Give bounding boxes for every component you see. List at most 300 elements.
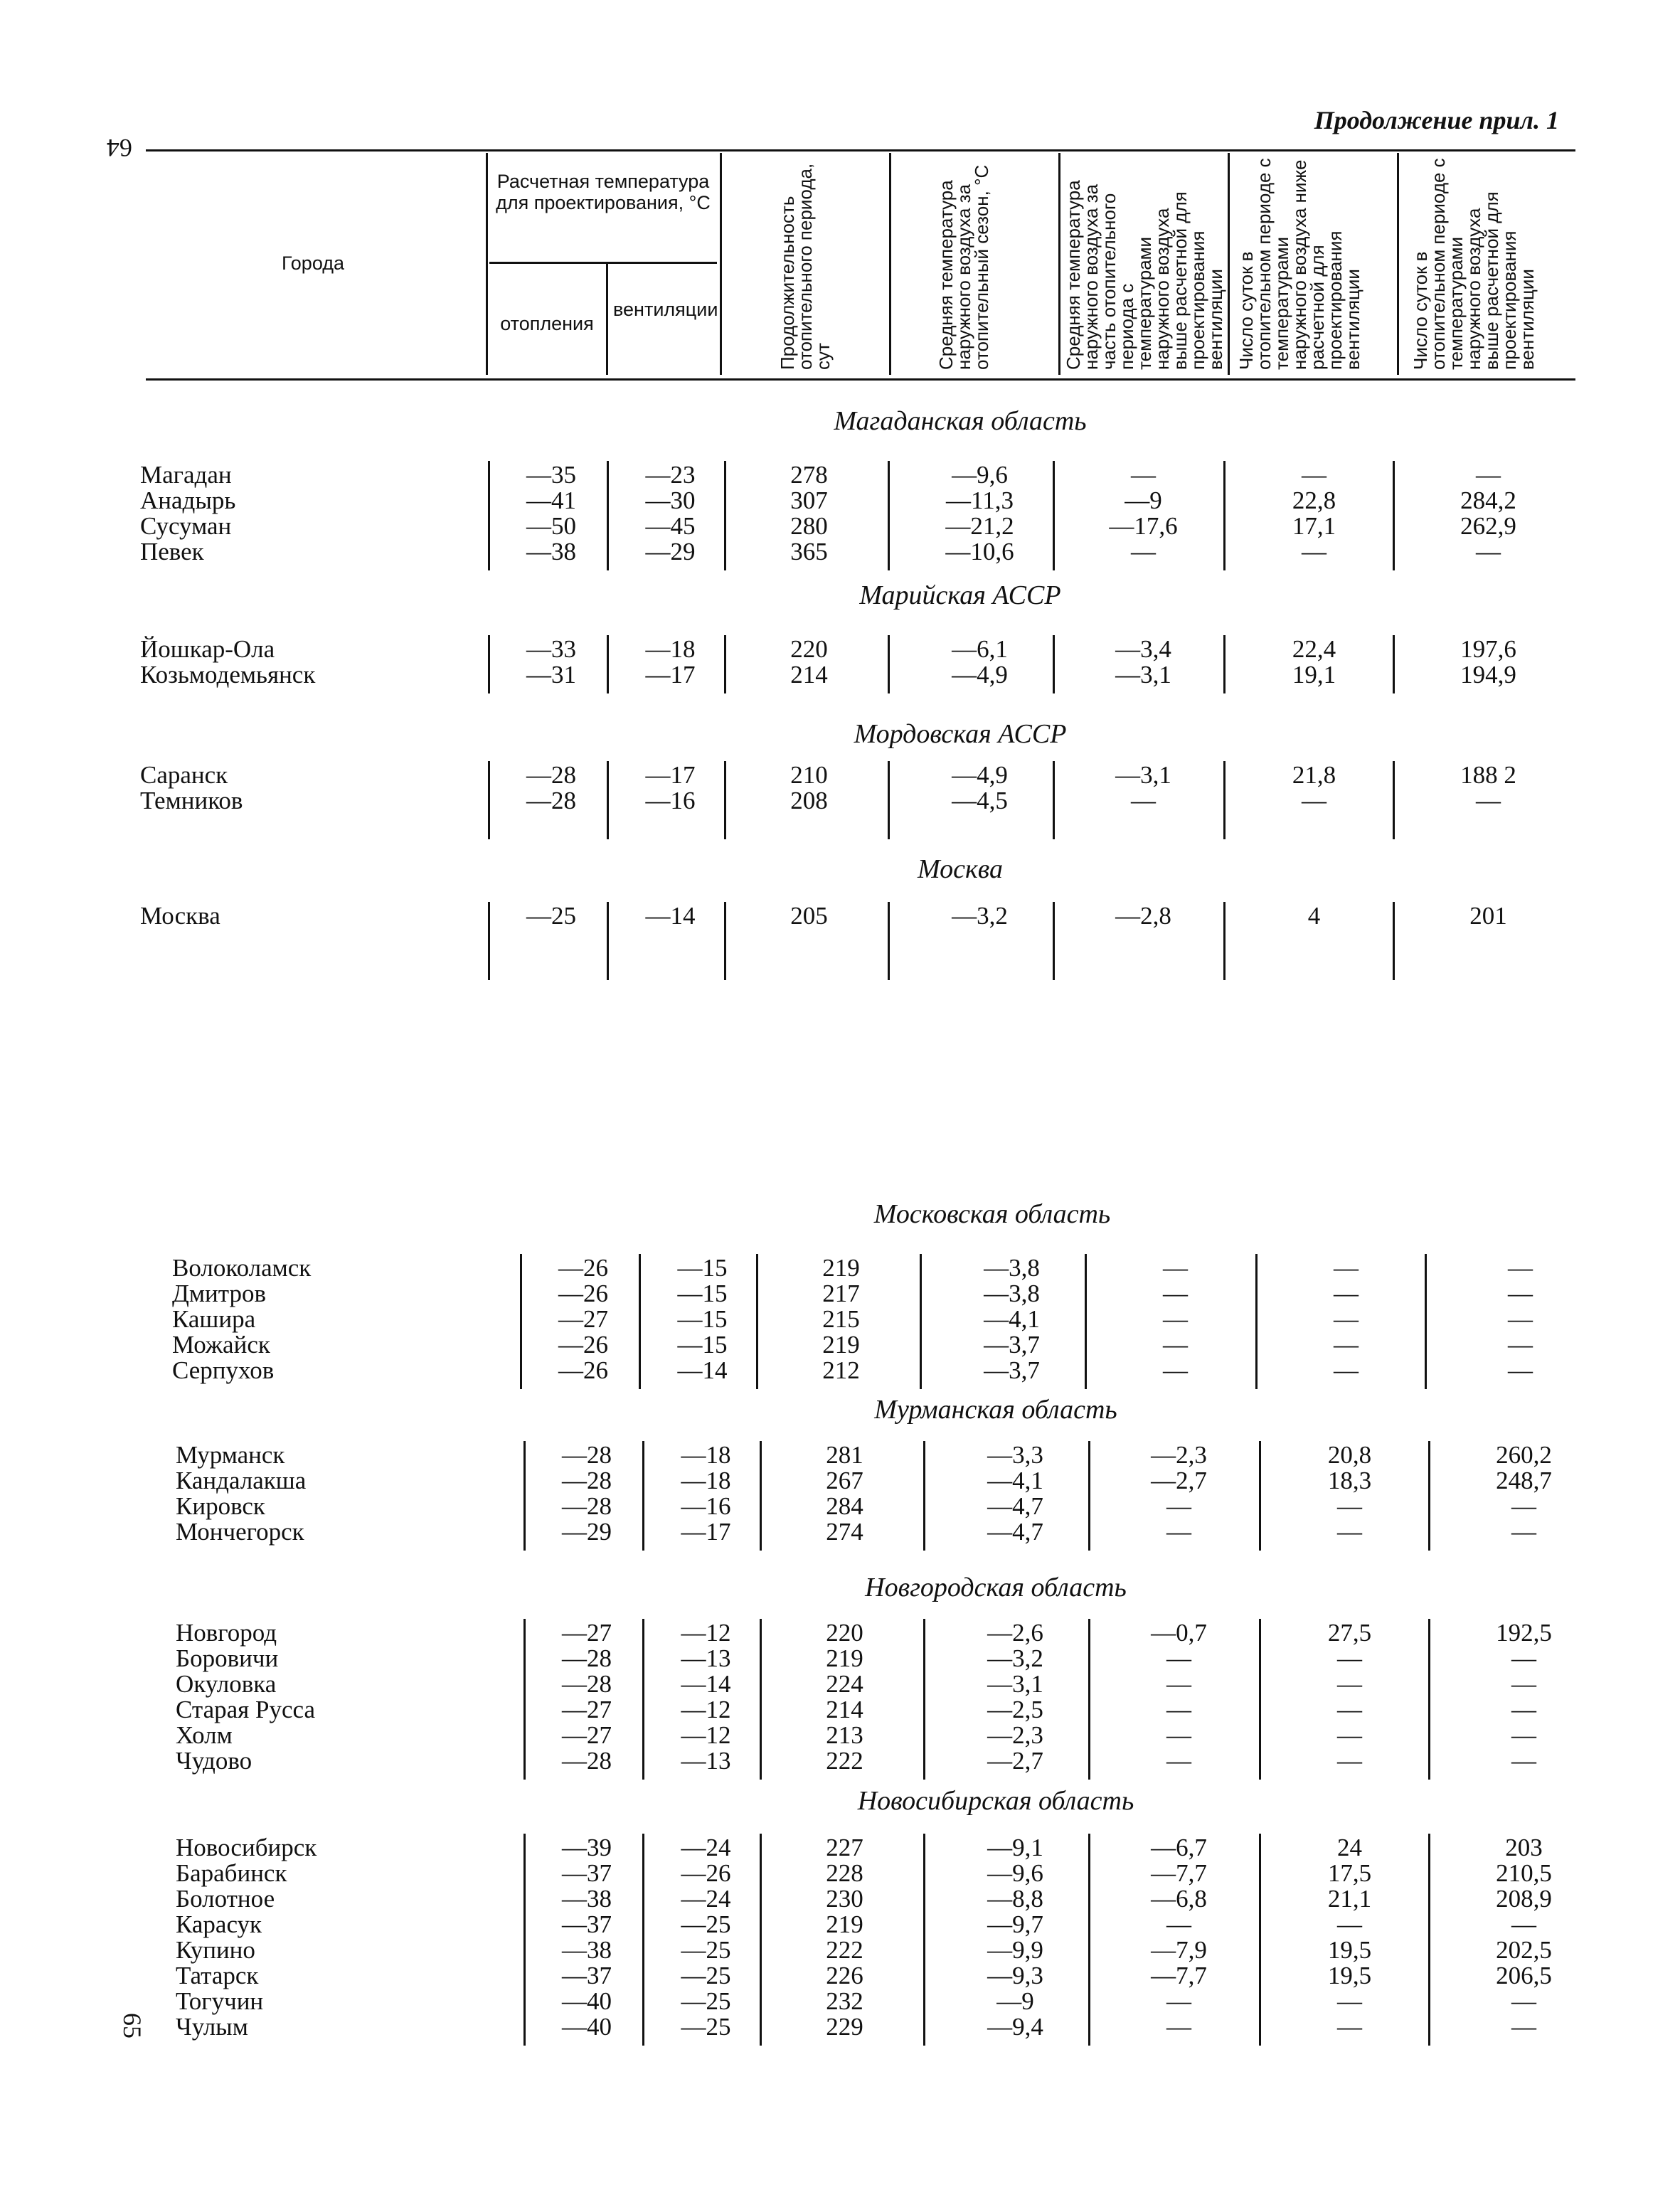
column-divider	[607, 902, 609, 980]
column-divider	[488, 635, 490, 693]
cell-t: —3,7	[984, 1331, 1040, 1359]
cell-d: 220	[826, 1619, 863, 1647]
cell-db: —	[1334, 1331, 1359, 1359]
header-avg-temp-part: Средняя температура наружного воздуха за часть отопительного периода с температурами наружного воздуха выше расчетной для проектирования вентиляции	[1063, 180, 1226, 370]
column-divider	[1393, 461, 1395, 570]
cell-tp: —3,4	[1115, 635, 1171, 663]
cell-h: —28	[526, 787, 576, 814]
column-divider	[1393, 761, 1395, 839]
cell-d: 284	[826, 1492, 863, 1520]
cell-da: —	[1511, 1518, 1536, 1546]
cell-tp: —6,8	[1151, 1885, 1207, 1913]
header-divider	[1228, 153, 1230, 375]
cell-d: 281	[826, 1441, 863, 1469]
cell-v: —14	[645, 902, 696, 930]
cell-tp: —	[1163, 1280, 1188, 1307]
cell-d: 226	[826, 1962, 863, 1989]
cell-db: —	[1334, 1305, 1359, 1333]
column-divider	[888, 461, 890, 570]
cell-da: —	[1511, 1492, 1536, 1520]
section-title: Новгородская область	[865, 1573, 1127, 1602]
column-divider	[523, 1834, 526, 2046]
cell-tp: —6,7	[1151, 1834, 1207, 1861]
column-divider	[724, 902, 726, 980]
cell-db: 19,1	[1292, 661, 1336, 689]
cell-v: —25	[681, 1936, 731, 1964]
column-divider	[607, 635, 609, 693]
column-divider	[920, 1254, 922, 1389]
cell-tp: —	[1166, 1492, 1191, 1520]
cell-d: 210	[790, 761, 828, 789]
cell-h: —39	[562, 1834, 612, 1861]
cell-d: 212	[822, 1356, 860, 1384]
cell-h: —28	[562, 1670, 612, 1698]
cell-d: 307	[790, 487, 828, 514]
cell-h: —28	[562, 1492, 612, 1520]
header-top-rule	[146, 149, 1575, 151]
cell-db: 21,1	[1327, 1885, 1372, 1913]
cell-da: —	[1511, 1670, 1536, 1698]
column-divider	[760, 1834, 762, 2046]
section-title: Московская область	[873, 1199, 1111, 1229]
city-name: Чудово	[176, 1747, 252, 1775]
cell-tp: —	[1131, 461, 1156, 489]
cell-da: 194,9	[1460, 661, 1516, 689]
cell-tp: —	[1166, 1670, 1191, 1698]
city-name: Сусуман	[140, 512, 232, 540]
cell-d: 217	[822, 1280, 860, 1307]
cell-v: —45	[645, 512, 696, 540]
cell-da: 262,9	[1460, 512, 1516, 540]
cell-tp: —2,8	[1115, 902, 1171, 930]
cell-t: —4,5	[952, 787, 1008, 814]
header-divider	[889, 153, 891, 375]
cell-db: 20,8	[1327, 1441, 1372, 1469]
cell-h: —26	[558, 1280, 608, 1307]
cell-da: —	[1511, 1910, 1536, 1938]
cell-d: 220	[790, 635, 828, 663]
cell-d: 232	[826, 1987, 863, 2015]
cell-t: —11,3	[946, 487, 1014, 514]
cell-t: —3,2	[987, 1644, 1043, 1672]
cell-h: —38	[526, 538, 576, 565]
cell-tp: —	[1166, 1696, 1191, 1723]
cell-t: —3,8	[984, 1254, 1040, 1282]
column-divider	[607, 761, 609, 839]
cell-h: —28	[562, 1644, 612, 1672]
city-name: Холм	[176, 1721, 233, 1749]
header-divider	[1397, 153, 1399, 375]
cell-tp: —	[1166, 1518, 1191, 1546]
column-divider	[1428, 1441, 1430, 1551]
cell-h: —31	[526, 661, 576, 689]
cell-t: —9,1	[987, 1834, 1043, 1861]
cell-t: —2,5	[987, 1696, 1043, 1723]
city-name: Старая Русса	[176, 1696, 316, 1723]
cell-tp: —9	[1125, 487, 1162, 514]
header-heating: отопления	[500, 313, 594, 334]
header-divider	[606, 263, 608, 375]
cell-tp: —	[1166, 2013, 1191, 2041]
cell-d: 229	[826, 2013, 863, 2041]
cell-da: —	[1511, 1696, 1536, 1723]
cell-d: 280	[790, 512, 828, 540]
column-divider	[488, 461, 490, 570]
cell-da: —	[1476, 461, 1501, 489]
header-calc-temp: Расчетная температура для проектирования, °С	[496, 171, 711, 213]
cell-d: 219	[822, 1331, 860, 1359]
cell-tp: —	[1166, 1910, 1191, 1938]
cell-d: 219	[826, 1910, 863, 1938]
cell-da: —	[1511, 2013, 1536, 2041]
cell-db: 17,1	[1292, 512, 1336, 540]
cell-v: —24	[681, 1834, 731, 1861]
city-name: Темников	[140, 787, 243, 814]
cell-h: —26	[558, 1331, 608, 1359]
column-divider	[923, 1619, 925, 1780]
column-divider	[1393, 902, 1395, 980]
cell-v: —24	[681, 1885, 731, 1913]
city-name: Певек	[140, 538, 204, 565]
cell-da: —	[1511, 1747, 1536, 1775]
column-divider	[888, 635, 890, 693]
cell-db: —	[1337, 1721, 1362, 1749]
cell-tp: —	[1163, 1356, 1188, 1384]
cell-h: —28	[526, 761, 576, 789]
cell-t: —9,9	[987, 1936, 1043, 1964]
cell-db: —	[1334, 1254, 1359, 1282]
column-divider	[642, 1834, 644, 2046]
cell-d: 214	[826, 1696, 863, 1723]
cell-db: —	[1337, 1644, 1362, 1672]
cell-db: —	[1337, 1747, 1362, 1775]
cell-da: 192,5	[1496, 1619, 1552, 1647]
column-divider	[1223, 635, 1226, 693]
city-name: Кировск	[176, 1492, 265, 1520]
cell-t: —2,3	[987, 1721, 1043, 1749]
cell-tp: —3,1	[1115, 661, 1171, 689]
city-name: Волоколамск	[172, 1254, 312, 1282]
column-divider	[724, 461, 726, 570]
cell-d: 219	[822, 1254, 860, 1282]
cell-v: —12	[681, 1696, 731, 1723]
cell-h: —50	[526, 512, 576, 540]
section-title: Марийская АССР	[859, 580, 1061, 610]
cell-h: —38	[562, 1885, 612, 1913]
cell-v: —18	[681, 1441, 731, 1469]
city-name: Анадырь	[140, 487, 236, 514]
cell-da: 202,5	[1496, 1936, 1552, 1964]
cell-h: —38	[562, 1936, 612, 1964]
column-divider	[923, 1441, 925, 1551]
cell-t: —4,9	[952, 661, 1008, 689]
city-name: Серпухов	[172, 1356, 275, 1384]
city-name: Татарск	[176, 1962, 259, 1989]
cell-v: —14	[681, 1670, 731, 1698]
cell-da: —	[1508, 1356, 1533, 1384]
cell-t: —9,4	[987, 2013, 1043, 2041]
cell-h: —28	[562, 1747, 612, 1775]
column-divider	[923, 1834, 925, 2046]
cell-h: —27	[562, 1696, 612, 1723]
city-name: Чулым	[176, 2013, 248, 2041]
cell-da: 201	[1469, 902, 1507, 930]
cell-v: —25	[681, 1962, 731, 1989]
cell-t: —2,6	[987, 1619, 1043, 1647]
cell-h: —26	[558, 1356, 608, 1384]
column-divider	[888, 902, 890, 980]
city-name: Дмитров	[172, 1280, 267, 1307]
column-divider	[1428, 1619, 1430, 1780]
cell-v: —25	[681, 1910, 731, 1938]
cell-tp: —2,7	[1151, 1467, 1207, 1494]
city-name: Саранск	[140, 761, 228, 789]
cell-t: —2,7	[987, 1747, 1043, 1775]
city-name: Кандалакша	[176, 1467, 307, 1494]
cell-h: —27	[562, 1721, 612, 1749]
header-days-below: Число суток в отопительном периоде с температурами наружного воздуха ниже расчетной для проектирования вентиляции	[1235, 158, 1363, 370]
city-name: Мурманск	[176, 1441, 285, 1469]
header-divider	[486, 153, 488, 375]
cell-tp: —	[1166, 1987, 1191, 2015]
cell-h: —37	[562, 1910, 612, 1938]
cell-da: 203	[1505, 1834, 1543, 1861]
city-name: Мончегорск	[176, 1518, 304, 1546]
cell-t: —10,6	[945, 538, 1014, 565]
cell-v: —26	[681, 1859, 731, 1887]
cell-h: —40	[562, 2013, 612, 2041]
cell-da: 197,6	[1460, 635, 1516, 663]
cell-tp: —2,3	[1151, 1441, 1207, 1469]
city-name: Новгород	[176, 1619, 277, 1647]
cell-tp: —7,7	[1151, 1859, 1207, 1887]
cell-db: 18,3	[1327, 1467, 1372, 1494]
cell-h: —37	[562, 1962, 612, 1989]
cell-tp: —	[1131, 787, 1156, 814]
cell-da: —	[1508, 1305, 1533, 1333]
cell-d: 227	[826, 1834, 863, 1861]
cell-h: —25	[526, 902, 576, 930]
cell-t: —6,1	[952, 635, 1008, 663]
cell-da: 260,2	[1496, 1441, 1552, 1469]
column-divider	[607, 461, 609, 570]
city-name: Купино	[176, 1936, 255, 1964]
city-name: Тогучин	[176, 1987, 264, 2015]
cell-db: —	[1302, 538, 1327, 565]
cell-v: —13	[681, 1747, 731, 1775]
cell-db: —	[1334, 1280, 1359, 1307]
cell-db: —	[1337, 2013, 1362, 2041]
cell-t: —3,2	[952, 902, 1008, 930]
cell-d: 215	[822, 1305, 860, 1333]
column-divider	[724, 635, 726, 693]
cell-d: 208	[790, 787, 828, 814]
cell-t: —3,1	[987, 1670, 1043, 1698]
cell-db: 19,5	[1327, 1962, 1372, 1989]
cell-db: 22,8	[1292, 487, 1336, 514]
cell-tp: —	[1166, 1644, 1191, 1672]
header-divider	[720, 153, 722, 375]
cell-d: 213	[826, 1721, 863, 1749]
cell-v: —16	[645, 787, 696, 814]
cell-db: —	[1302, 461, 1327, 489]
column-divider	[724, 761, 726, 839]
cell-v: —12	[681, 1721, 731, 1749]
cell-v: —29	[645, 538, 696, 565]
cell-tp: —	[1166, 1747, 1191, 1775]
cell-t: —21,2	[945, 512, 1014, 540]
cell-d: 274	[826, 1518, 863, 1546]
header-avg-temp: Средняя температура наружного воздуха за отопительный сезон, °С	[935, 164, 992, 370]
city-name: Магадан	[140, 461, 232, 489]
column-divider	[1259, 1619, 1261, 1780]
cell-db: 27,5	[1327, 1619, 1372, 1647]
cell-db: —	[1337, 1518, 1362, 1546]
cell-v: —13	[681, 1644, 731, 1672]
cell-v: —23	[645, 461, 696, 489]
column-divider	[1259, 1441, 1261, 1551]
cell-tp: —	[1163, 1305, 1188, 1333]
cell-db: —	[1337, 1670, 1362, 1698]
cell-da: 208,9	[1496, 1885, 1552, 1913]
cell-tp: —	[1166, 1721, 1191, 1749]
cell-da: 284,2	[1460, 487, 1516, 514]
cell-h: —40	[562, 1987, 612, 2015]
header-duration: Продолжительность отопительного периода, сут	[777, 163, 834, 370]
cell-d: 205	[790, 902, 828, 930]
cell-t: —4,1	[987, 1467, 1043, 1494]
cell-da: —	[1476, 538, 1501, 565]
cell-h: —35	[526, 461, 576, 489]
column-divider	[756, 1254, 758, 1389]
cell-v: —15	[677, 1280, 728, 1307]
cell-t: —4,1	[984, 1305, 1040, 1333]
cell-d: 219	[826, 1644, 863, 1672]
header-ventilation: вентиляции	[613, 299, 718, 320]
section-title: Москва	[918, 854, 1003, 884]
cell-v: —15	[677, 1331, 728, 1359]
cell-t: —3,7	[984, 1356, 1040, 1384]
cell-da: 188 2	[1460, 761, 1516, 789]
cell-t: —3,3	[987, 1441, 1043, 1469]
cell-h: —41	[526, 487, 576, 514]
cell-h: —28	[562, 1467, 612, 1494]
cell-da: 248,7	[1496, 1467, 1552, 1494]
cell-d: 278	[790, 461, 828, 489]
cell-db: —	[1337, 1987, 1362, 2015]
cell-d: 267	[826, 1467, 863, 1494]
header-divider	[1058, 153, 1060, 375]
cell-t: —9,6	[987, 1859, 1043, 1887]
cell-h: —33	[526, 635, 576, 663]
cell-tp: —	[1163, 1331, 1188, 1359]
section-title: Мордовская АССР	[854, 719, 1067, 749]
cell-db: 22,4	[1292, 635, 1336, 663]
cell-v: —17	[681, 1518, 731, 1546]
city-name: Окуловка	[176, 1670, 277, 1698]
column-divider	[520, 1254, 522, 1389]
cell-v: —18	[645, 635, 696, 663]
column-divider	[1223, 902, 1226, 980]
cell-h: —28	[562, 1441, 612, 1469]
cell-db: 21,8	[1292, 761, 1336, 789]
cell-db: 17,5	[1327, 1859, 1372, 1887]
city-name: Йошкар-Ола	[140, 635, 275, 663]
column-divider	[639, 1254, 641, 1389]
city-name: Кашира	[172, 1305, 256, 1333]
cell-t: —9,7	[987, 1910, 1043, 1938]
cell-db: 24	[1337, 1834, 1362, 1861]
cell-da: —	[1511, 1987, 1536, 2015]
header-cities: Города	[281, 252, 345, 274]
cell-v: —25	[681, 2013, 731, 2041]
header-bottom-rule	[146, 378, 1575, 381]
cell-t: —3,8	[984, 1280, 1040, 1307]
column-divider	[1425, 1254, 1427, 1389]
cell-t: —9,3	[987, 1962, 1043, 1989]
cell-t: —4,7	[987, 1492, 1043, 1520]
section-title: Новосибирская область	[857, 1786, 1134, 1816]
column-divider	[760, 1441, 762, 1551]
column-divider	[1393, 635, 1395, 693]
column-divider	[642, 1441, 644, 1551]
city-name: Козьмодемьянск	[140, 661, 316, 689]
city-name: Карасук	[176, 1910, 262, 1938]
cell-db: —	[1337, 1696, 1362, 1723]
cell-tp: —3,1	[1115, 761, 1171, 789]
cell-v: —14	[677, 1356, 728, 1384]
city-name: Болотное	[176, 1885, 275, 1913]
city-name: Боровичи	[176, 1644, 279, 1672]
header-sub-rule	[489, 262, 717, 264]
cell-da: 206,5	[1496, 1962, 1552, 1989]
column-divider	[1223, 761, 1226, 839]
cell-tp: —0,7	[1151, 1619, 1207, 1647]
cell-h: —37	[562, 1859, 612, 1887]
city-name: Барабинск	[176, 1859, 287, 1887]
cell-h: —27	[562, 1619, 612, 1647]
cell-d: 365	[790, 538, 828, 565]
section-title: Магаданская область	[834, 406, 1087, 436]
cell-h: —27	[558, 1305, 608, 1333]
cell-v: —15	[677, 1305, 728, 1333]
column-divider	[1255, 1254, 1258, 1389]
cell-da: —	[1508, 1331, 1533, 1359]
cell-da: —	[1511, 1721, 1536, 1749]
column-divider	[523, 1619, 526, 1780]
cell-v: —12	[681, 1619, 731, 1647]
column-divider	[1428, 1834, 1430, 2046]
cell-d: 230	[826, 1885, 863, 1913]
cell-h: —29	[562, 1518, 612, 1546]
cell-tp: —	[1163, 1254, 1188, 1282]
cell-da: —	[1476, 787, 1501, 814]
cell-db: —	[1334, 1356, 1359, 1384]
cell-da: —	[1511, 1644, 1536, 1672]
column-divider	[760, 1619, 762, 1780]
cell-da: 210,5	[1496, 1859, 1552, 1887]
cell-db: 4	[1307, 902, 1321, 930]
cell-v: —25	[681, 1987, 731, 2015]
column-divider	[523, 1441, 526, 1551]
city-name: Москва	[140, 902, 220, 930]
cell-d: 228	[826, 1859, 863, 1887]
cell-db: —	[1302, 787, 1327, 814]
column-divider	[1223, 461, 1226, 570]
cell-d: 224	[826, 1670, 863, 1698]
cell-v: —17	[645, 761, 696, 789]
cell-v: —15	[677, 1254, 728, 1282]
